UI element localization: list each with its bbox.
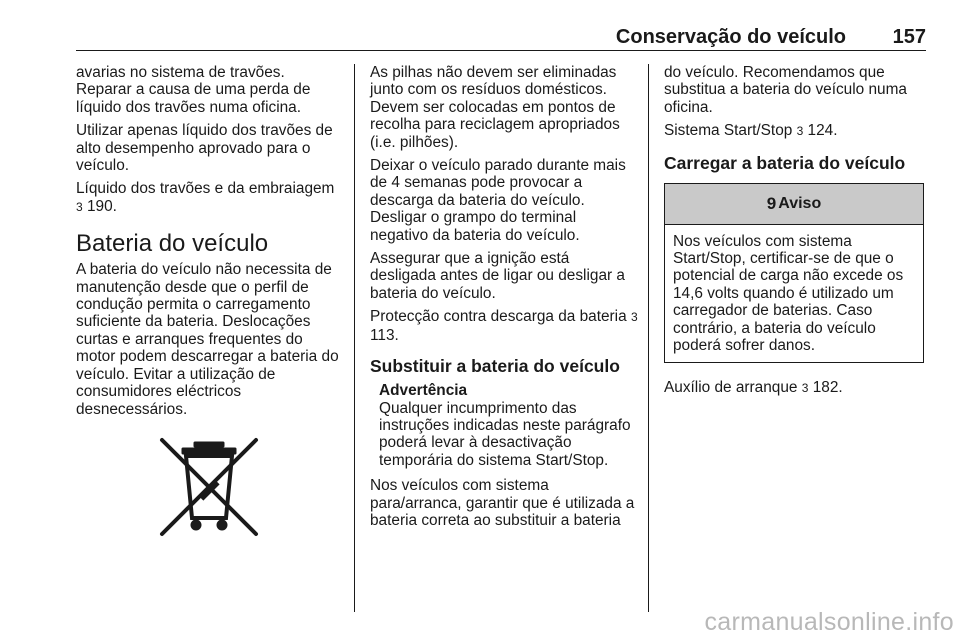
reference-page[interactable]: 182. — [808, 379, 843, 397]
page-title: Conservação do veículo — [615, 26, 846, 48]
paragraph: Utilizar apenas líquido dos travões de alto desempenho aprovado para o veículo. — [76, 122, 333, 175]
paragraph: Assegurar que a ignição está desligada antes de ligar ou desligar a bateria do veículo. — [370, 250, 625, 302]
reference-arrow-icon: 3 — [801, 381, 809, 396]
subsection-heading: Substituir a bateria do veículo — [370, 356, 620, 377]
reference-page[interactable]: 113. — [370, 326, 399, 344]
reference-arrow-icon: 3 — [630, 310, 638, 325]
notice-header — [665, 184, 923, 225]
column-2 — [370, 64, 638, 535]
warning-block — [370, 382, 638, 469]
watermark: carmanualsonline.info — [704, 608, 954, 636]
paragraph: Deixar o veículo parado durante mais de 4 semanas pode provocar a descarga da bateria do veículo. Desligar o grampo do terminal negativo da bateria do veículo. — [370, 157, 626, 244]
column-divider — [354, 64, 355, 612]
reference-text: Sistema Start/Stop — [664, 122, 797, 140]
paragraph: do veículo. Recomendamos que substitua a bateria do veículo numa oficina. — [664, 64, 907, 116]
paragraph: A bateria do veículo não necessita de manutenção desde que o perfil de condução permita o carregamento suficiente da bateria. Deslocações curtas e arranques frequentes do motor podem descarregar a bateria do veículo. Evitar a utilização de consumidores eléctricos desnecessários. — [76, 261, 339, 418]
notice-title: Aviso — [778, 194, 822, 212]
notice-text: Nos veículos com sistema Start/Stop, certificar-se de que o potencial de carga não excede os 14,6 volts quando é utilizado um carregador de baterias. Caso contrário, a bateria do veículo poderá sofrer danos. — [673, 232, 904, 355]
reference-arrow-icon: 3 — [796, 124, 804, 139]
paragraph: avarias no sistema de travões. Reparar a causa de uma perda de líquido dos travões numa oficina. — [76, 64, 311, 116]
section-heading: Bateria do veículo — [76, 230, 269, 258]
reference-text: Líquido dos travões e da embraiagem — [76, 180, 335, 198]
reference-paragraph — [370, 308, 638, 344]
reference-text: Protecção contra descarga da bateria — [370, 308, 631, 326]
reference-paragraph — [664, 379, 926, 397]
page-header — [76, 22, 926, 51]
reference-text: Auxílio de arranque — [664, 379, 802, 397]
notice-box — [664, 183, 924, 364]
paragraph: Nos veículos com sistema para/arranca, garantir que é utilizada a bateria correta ao substituir a bateria — [370, 477, 635, 529]
column-divider — [648, 64, 649, 612]
paragraph: As pilhas não devem ser eliminadas junto com os resíduos domésticos. Devem ser colocadas em pontos de recolha para reciclagem apropriados (i.e. pilhões). — [370, 64, 620, 151]
reference-arrow-icon: 3 — [76, 199, 83, 214]
reference-page[interactable]: 124. — [803, 122, 838, 140]
page-number: 157 — [892, 26, 926, 48]
reference-paragraph — [76, 180, 344, 216]
warning-title: Advertência — [379, 382, 468, 400]
reference-page[interactable]: 190. — [82, 197, 117, 215]
subsection-heading: Carregar a bateria do veículo — [664, 152, 906, 173]
reference-paragraph — [664, 122, 926, 140]
warning-triangle-icon: 9 — [766, 193, 777, 213]
column-1 — [76, 64, 344, 542]
column-3 — [664, 64, 926, 404]
crossed-bin-icon — [154, 432, 264, 542]
warning-text: Qualquer incumprimento das instruções indicadas neste parágrafo poderá levar à desactivação temporária do sistema Start/Stop. — [379, 399, 631, 469]
